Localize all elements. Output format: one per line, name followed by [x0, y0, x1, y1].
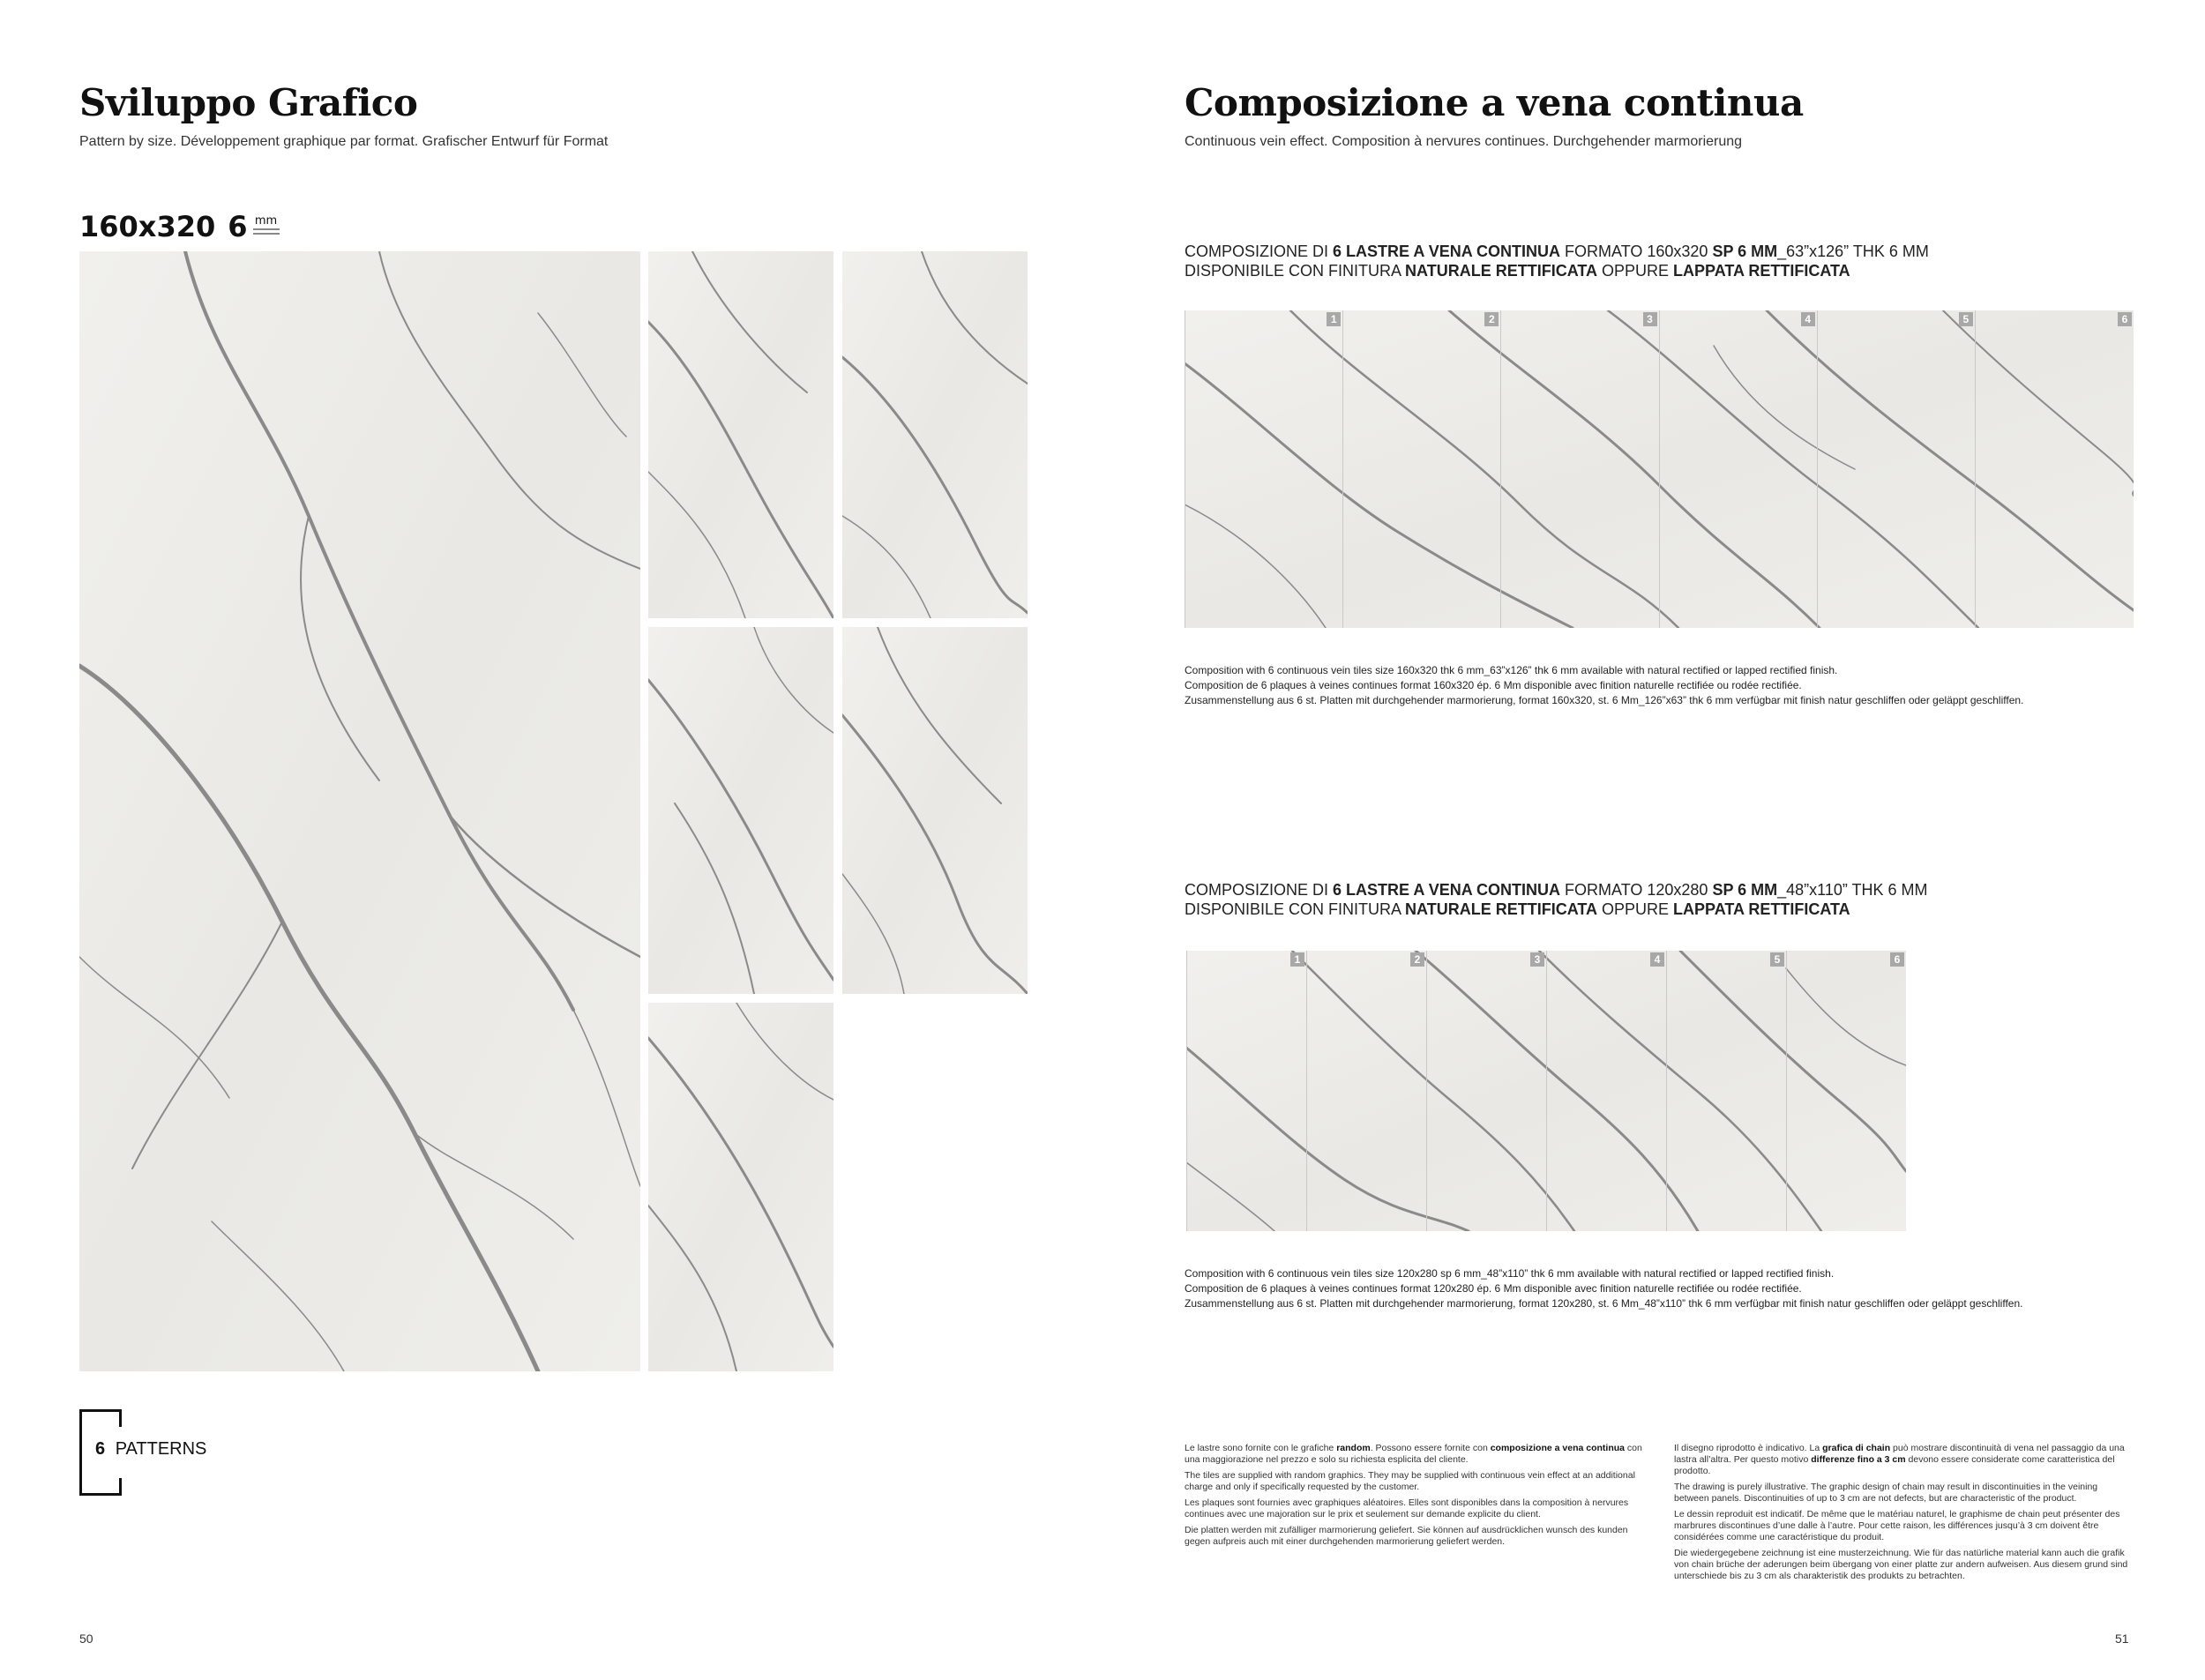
note-left-fr: Les plaques sont fournies avec graphiques aléatoires. Elles sont disponibles dans la composition à nervures continues avec une majoration sur le prix et seulement sur demande explicite du client.: [1185, 1497, 1629, 1519]
composition-2-title: [1185, 880, 1928, 919]
format-size: 160x320: [79, 210, 216, 243]
composition-2-desc-fr: Composition de 6 plaques à veines continues format 120x280 ép. 6 Mm disponible avec finition naturelle rectifiée ou rodée rectifiée.: [1185, 1282, 1802, 1295]
thickness-unit-text: mm: [254, 214, 278, 228]
composition-2-panel: [1666, 951, 1786, 1231]
page-number-left: 50: [79, 1631, 93, 1646]
note-right-it: Il disegno riprodotto è indicativo. La grafica di chain può mostrare discontinuità di vena nel passaggio da una lastra all’altra. Per questo motivo differenze fino a 3 cm devono essere considerate come caratteristica del prodotto.: [1674, 1443, 2125, 1476]
thickness-value: 6: [228, 210, 248, 243]
marble-texture: [79, 251, 640, 1371]
panel-number-badge: 1: [1327, 312, 1341, 326]
panel-number-badge: 3: [1643, 312, 1657, 326]
composition-2-strip: [1186, 951, 1906, 1231]
marble-slab-small-4: [842, 627, 1028, 994]
composition-2-line-2: DISPONIBILE CON FINITURA NATURALE RETTIFICATA OPPURE LAPPATA RETTIFICATA: [1185, 900, 1850, 918]
thickness-unit-icon: [253, 228, 280, 235]
composition-1-desc-en: Composition with 6 continuous vein tiles size 160x320 thk 6 mm_63”x126” thk 6 mm available with natural rectified or lapped rectified finish.: [1185, 664, 1838, 676]
marble-texture: [842, 251, 1028, 618]
marble-slab-large: [79, 251, 640, 1371]
composition-1-panel: [1817, 310, 1975, 628]
marble-texture: [648, 1003, 833, 1371]
composition-1-desc-de: Zusammenstellung aus 6 st. Platten mit durchgehender marmorierung, format 160x320, st. 6 Mm_126”x63” thk 6 mm verfügbar mit finish natur geschliffen oder geläppt geschliffen.: [1185, 694, 2024, 706]
composition-2-desc-de: Zusammenstellung aus 6 st. Platten mit durchgehender marmorierung, format 120x280, st. 6 Mm_48”x110” thk 6 mm verfügbar mit finish natur geschliffen oder geläppt geschliffen.: [1185, 1297, 2023, 1310]
composition-2-line-1: COMPOSIZIONE DI 6 LASTRE A VENA CONTINUA FORMATO 120x280 SP 6 MM_48”x110” THK 6 MM: [1185, 881, 1928, 899]
note-left-en: The tiles are supplied with random graphics. They may be supplied with continuous vein effect at an additional charge and only if specifically requested by the customer.: [1185, 1470, 1635, 1492]
marble-texture: [648, 251, 833, 618]
marble-slab-small-2: [842, 251, 1028, 618]
composition-1-desc-fr: Composition de 6 plaques à veines continues format 160x320 ép. 6 Mm disponible avec finition naturelle rectifiée ou rodée rectifiée.: [1185, 679, 1802, 691]
note-left-de: Die platten werden mit zufälliger marmorierung geliefert. Sie können auf ausdrücklichen wunsch des kunden gegen aufpreis auch mit einer durchgehenden marmorierung geliefert werden.: [1185, 1525, 1628, 1547]
panel-number-badge: 2: [1410, 952, 1424, 967]
patterns-text: PATTERNS: [115, 1439, 207, 1459]
composition-1-description: [1185, 663, 2023, 708]
panel-number-badge: 4: [1650, 952, 1664, 967]
panel-number-badge: 2: [1484, 312, 1499, 326]
page-subtitle-right: Continuous vein effect. Composition à nervures continues. Durchgehender marmorierung: [1185, 134, 1743, 149]
patterns-label: [95, 1439, 206, 1460]
composition-1-line-1: COMPOSIZIONE DI 6 LASTRE A VENA CONTINUA FORMATO 160x320 SP 6 MM_63”x126” THK 6 MM: [1185, 243, 1929, 260]
composition-2-panel: [1306, 951, 1426, 1231]
note-left-it: Le lastre sono fornite con le grafiche random. Possono essere fornite con composizione a vena continua con una maggiorazione nel prezzo e solo su richiesta esplicita del cliente.: [1185, 1443, 1642, 1465]
composition-1-panel: [1975, 310, 2134, 628]
page-number-right: 51: [2115, 1631, 2129, 1646]
note-right-fr: Le dessin reproduit est indicatif. De même que le matériau naturel, le graphisme de chain peut présenter des marbrures discontinues d’une dalle à l’autre. Pour cette raison, les différences jusqu’à 3 cm doivent être considérées comme une caractéristique du produit.: [1674, 1509, 2120, 1542]
notes-chain-graphics: [1674, 1443, 2133, 1587]
panel-number-badge: 1: [1290, 952, 1304, 967]
marble-slab-small-5: [648, 1003, 833, 1371]
composition-2-panel: [1786, 951, 1906, 1231]
composition-2-panel: [1186, 951, 1306, 1231]
marble-slab-small-1: [648, 251, 833, 618]
thickness-unit: [253, 215, 280, 235]
page-subtitle-left: Pattern by size. Développement graphique par format. Grafischer Entwurf für Format: [79, 134, 609, 149]
size-label: [79, 210, 280, 243]
notes-random-graphics: [1185, 1443, 1652, 1552]
panel-number-badge: 3: [1530, 952, 1544, 967]
composition-1-panel: [1185, 310, 1342, 628]
page-title-right: Composizione a vena continua: [1185, 81, 1804, 124]
note-right-de: Die wiedergegebene zeichnung ist eine musterzeichnung. Wie für das natürliche material kann auch die grafik von chain brüche der aderungen beim übergang von einer platte zur andern aufweisen. Aus diesem grund sind unterschiede bis zu 3 cm als charakteristik des produkts zu betrachten.: [1674, 1548, 2128, 1581]
composition-1-title: [1185, 242, 1929, 280]
panel-number-badge: 6: [2118, 312, 2132, 326]
panel-number-badge: 4: [1801, 312, 1815, 326]
composition-2-description: [1185, 1266, 2022, 1311]
panel-number-badge: 5: [1770, 952, 1784, 967]
note-right-en: The drawing is purely illustrative. The graphic design of chain may result in discontinuities in the veining between panels. Discontinuities of up to 3 cm are not defects, but are characteristic of the product.: [1674, 1482, 2098, 1504]
composition-2-panel: [1426, 951, 1546, 1231]
composition-2-desc-en: Composition with 6 continuous vein tiles size 120x280 sp 6 mm_48”x110” thk 6 mm available with natural rectified or lapped rectified finish.: [1185, 1267, 1835, 1280]
patterns-count: 6: [95, 1439, 106, 1459]
panel-number-badge: 6: [1890, 952, 1904, 967]
composition-1-panel: [1500, 310, 1658, 628]
page-title-left: Sviluppo Grafico: [79, 81, 418, 124]
panel-number-badge: 5: [1959, 312, 1973, 326]
marble-texture: [842, 627, 1028, 994]
composition-1-panel: [1659, 310, 1817, 628]
composition-1-strip: [1185, 310, 2134, 628]
composition-2-panel: [1546, 951, 1666, 1231]
marble-texture: [648, 627, 833, 994]
composition-1-line-2: DISPONIBILE CON FINITURA NATURALE RETTIFICATA OPPURE LAPPATA RETTIFICATA: [1185, 262, 1850, 280]
composition-1-panel: [1342, 310, 1500, 628]
marble-slab-small-3: [648, 627, 833, 994]
